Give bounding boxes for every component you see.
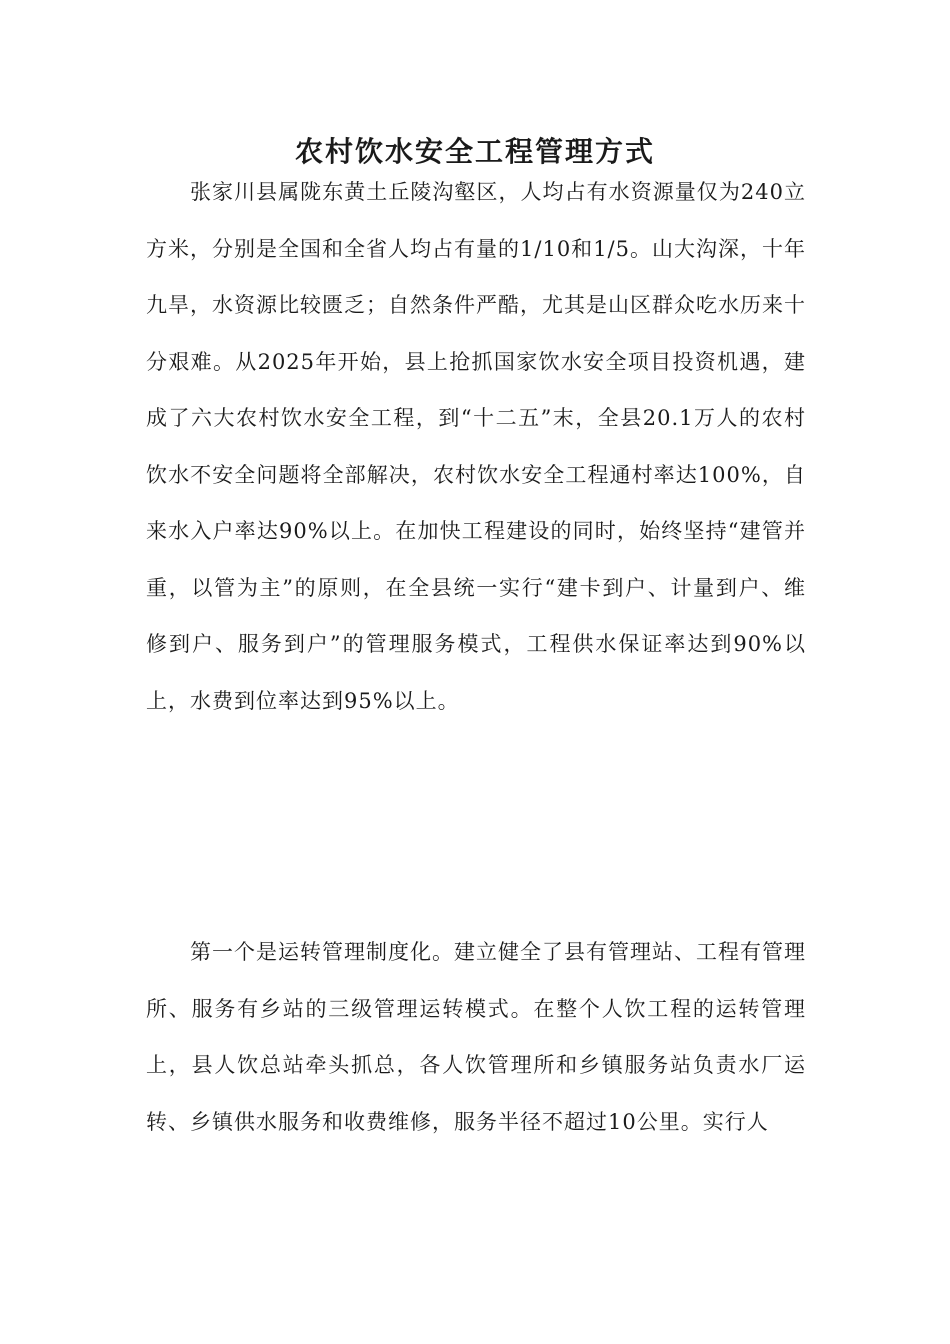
- document-title: 农村饮水安全工程管理方式: [294, 135, 655, 168]
- paragraph-intro: 张家川县属陇东黄土丘陵沟壑区，人均占有水资源量仅为240立方米，分别是全国和全省人均占有量的1/10和1/5。山大沟深，十年九旱，水资源比较匮乏；自然条件严酷，尤其是山区群众吃水历来十分艰难。从2025年开始，县上抢抓国家饮水安全项目投资机遇，建成了六大农村饮水安全工程，到“十二五”末，全县20.1万人的农村饮水不安全问题将全部解决，农村饮水安全工程通村率达100%，自来水入户率达90%以上。在加快工程建设的同时，始终坚持“建管并重，以管为主”的原则，在全县统一实行“建卡到户、计量到户、维修到户、服务到户”的管理服务模式，工程供水保证率达到90%以上，水费到位率达到95%以上。: [146, 180, 806, 713]
- paragraph-management-system: 第一个是运转管理制度化。建立健全了县有管理站、工程有管理所、服务有乡站的三级管理运转模式。在整个人饮工程的运转管理上，县人饮总站牵头抓总，各人饮管理所和乡镇服务站负责水厂运转、乡镇供水服务和收费维修，服务半径不超过10公里。实行人: [146, 940, 806, 1134]
